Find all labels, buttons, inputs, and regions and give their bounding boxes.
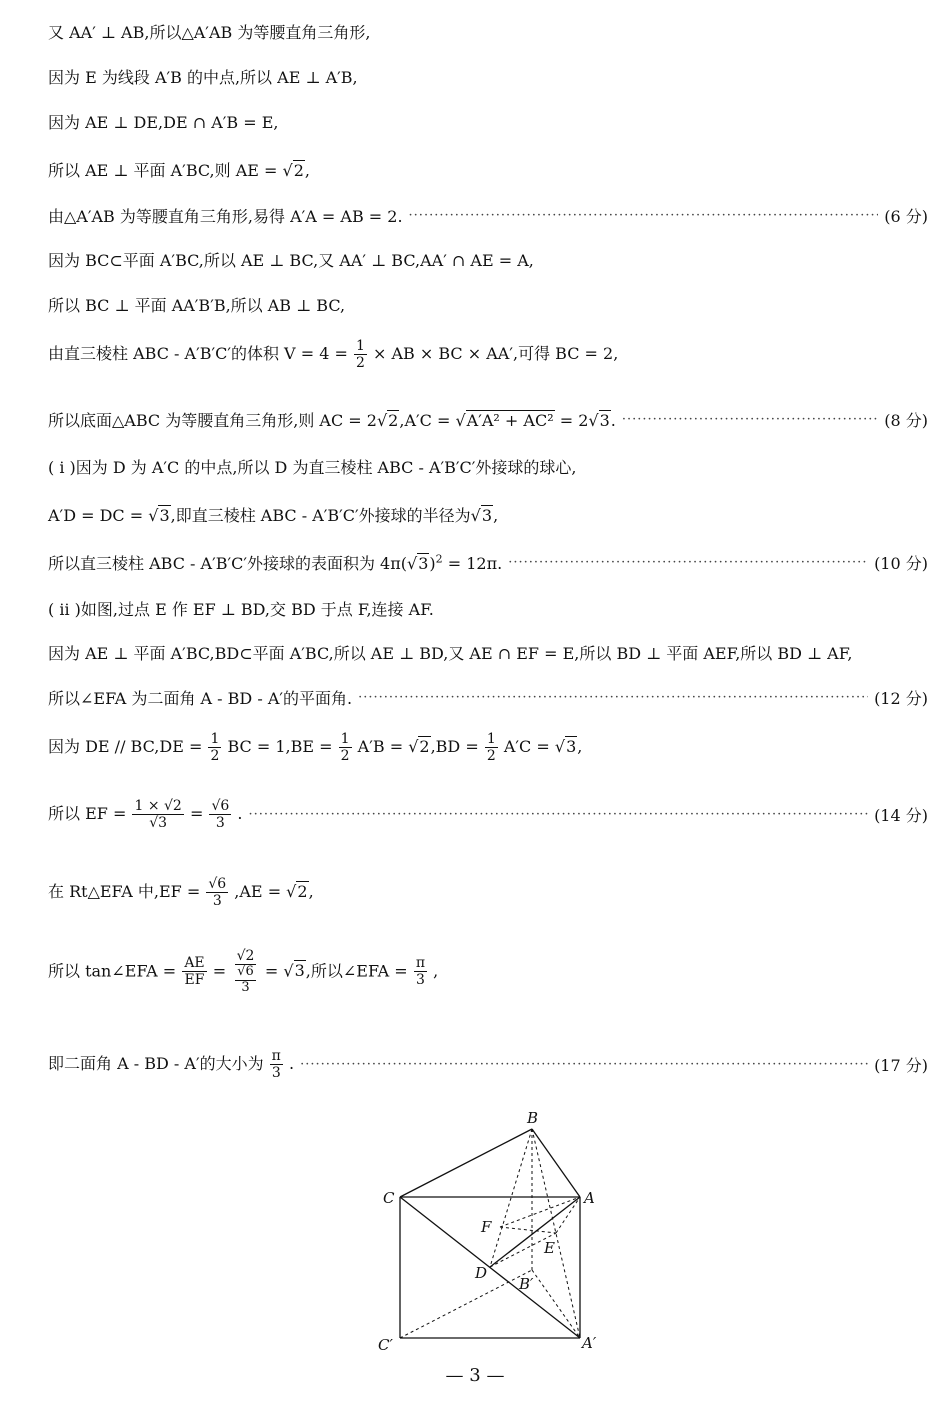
- text-line-16: 因为 DE // BC,DE = $\frac{1}{2}$ BC = 1,BE = $\frac{1}{2}$ A′B = √2,BD = $\frac{1}{2}$ A′C = √3,: [48, 731, 583, 765]
- label-B: B: [527, 1109, 539, 1127]
- edge-BD: [490, 1129, 532, 1267]
- fraction: $\frac{\pi}{3}$: [271, 1048, 281, 1082]
- fraction: $\frac{1}{2}$: [486, 731, 496, 765]
- compound-fraction: $\frac{√2}{\frac{√6}{3}}$: [236, 948, 255, 996]
- fraction: $\frac{1 \times √2}{√3}$: [134, 798, 182, 832]
- fraction: $\frac{AE}{EF}$: [184, 955, 205, 989]
- label-E: E: [544, 1239, 555, 1257]
- edge-FE: [500, 1227, 556, 1233]
- leader-dots: [358, 690, 868, 705]
- edge-EA: [556, 1197, 580, 1233]
- text-line-17: 所以 EF = $\frac{1 \times √2}{√3}$ = $\frac{√6}{3}$ . ····· (14 分): [48, 798, 928, 831]
- text-line-5: 由△A′AB 为等腰直角三角形,易得 A′A = AB = 2. ····· (6 分): [48, 204, 928, 227]
- text-line-9: 所以底面△ABC 为等腰直角三角形,则 AC = 2√2,A′C = √A′A² + AC² = 2√3. ····· (8 分): [48, 408, 928, 431]
- label-F: F: [481, 1218, 492, 1236]
- text-line-3: 因为 AE ⊥ DE,DE ∩ A′B = E,: [48, 113, 279, 132]
- text-line-4: 所以 AE ⊥ 平面 A′BC,则 AE = √2,: [48, 161, 311, 180]
- label-C: C: [383, 1189, 395, 1207]
- leader-dots: [508, 555, 868, 570]
- fraction: $\frac{√6}{3}$: [208, 876, 227, 910]
- prism-figure: [370, 1105, 610, 1355]
- score-label: (10 分): [874, 554, 928, 573]
- text-line-6: 因为 BC⊂平面 A′BC,所以 AE ⊥ BC,又 AA′ ⊥ BC,AA′ ∩ AE = A,: [48, 251, 534, 270]
- text-line-8: 由直三棱柱 ABC - A′B′C′的体积 V = 4 = $\frac{1}{2}$ × AB × BC × AA′,可得 BC = 2,: [48, 338, 619, 372]
- text-line-11: A′D = DC = √3,即直三棱柱 ABC - A′B′C′外接球的半径为√3,: [48, 506, 499, 525]
- text-line-13: ( ⅱ )如图,过点 E 作 EF ⊥ BD,交 BD 于点 F,连接 AF.: [48, 600, 434, 619]
- fraction: $\frac{1}{2}$: [210, 731, 220, 765]
- text-line-15: 所以∠EFA 为二面角 A - BD - A′的平面角. ····· (12 分): [48, 686, 928, 709]
- score-label: (8 分): [884, 411, 928, 430]
- edge-CpBp: [400, 1270, 532, 1338]
- fraction: $\frac{1}{2}$: [355, 338, 365, 372]
- text-line-20: 即二面角 A - BD - A′的大小为 $\frac{\pi}{3}$ . ····· (17 分): [48, 1048, 928, 1081]
- score-label: (17 分): [874, 1056, 928, 1076]
- edge-BA: [532, 1129, 580, 1197]
- text-line-7: 所以 BC ⊥ 平面 AA′B′B,所以 AB ⊥ BC,: [48, 296, 346, 315]
- edge-FA: [500, 1197, 580, 1227]
- fraction: $\frac{\pi}{3}$: [415, 955, 426, 989]
- text-line-12: 所以直三棱柱 ABC - A′B′C′外接球的表面积为 $4\pi(√3)^2 = 12\pi$. ····· (10 分): [48, 551, 928, 574]
- label-A: A: [584, 1189, 595, 1207]
- score-label: (6 分): [884, 207, 928, 226]
- fraction: $\frac{1}{2}$: [340, 731, 350, 765]
- text-line-14: 因为 AE ⊥ 平面 A′BC,BD⊂平面 A′BC,所以 AE ⊥ BD,又 AE ∩ EF = E,所以 BD ⊥ 平面 AEF,所以 BD ⊥ AF,: [48, 644, 853, 663]
- leader-dots: [300, 1057, 868, 1072]
- label-Bp: B′: [519, 1275, 534, 1293]
- score-label: (12 分): [874, 689, 928, 708]
- leader-dots: [409, 208, 879, 223]
- page-number: — 3 —: [445, 1365, 505, 1386]
- leader-dots: [248, 807, 868, 822]
- label-Cp: C′: [378, 1336, 393, 1354]
- label-D: D: [475, 1264, 488, 1282]
- text-line-2: 因为 E 为线段 A′B 的中点,所以 AE ⊥ A′B,: [48, 68, 358, 87]
- score-label: (14 分): [874, 806, 928, 826]
- edge-CB: [400, 1129, 532, 1197]
- edge-DA: [490, 1197, 580, 1267]
- leader-dots: [622, 412, 878, 427]
- text-line-19: 所以 tan∠EFA = $\frac{AE}{EF}$ = $\frac{√2}{\frac{√6}{3}}$ = √3,所以∠EFA = $\frac{\pi}{3}$ ,: [48, 948, 439, 996]
- text-line-1: 又 AA′ ⊥ AB,所以△A′AB 为等腰直角三角形,: [48, 23, 371, 42]
- fraction: $\frac{√6}{3}$: [211, 798, 230, 832]
- edge-BpAp: [532, 1270, 580, 1338]
- text-line-10: ( ⅰ )因为 D 为 A′C 的中点,所以 D 为直三棱柱 ABC - A′B′C′外接球的球心,: [48, 458, 577, 477]
- label-Ap: A′: [582, 1334, 597, 1352]
- text-line-18: 在 Rt△EFA 中,EF = $\frac{√6}{3}$ ,AE = √2,: [48, 876, 314, 910]
